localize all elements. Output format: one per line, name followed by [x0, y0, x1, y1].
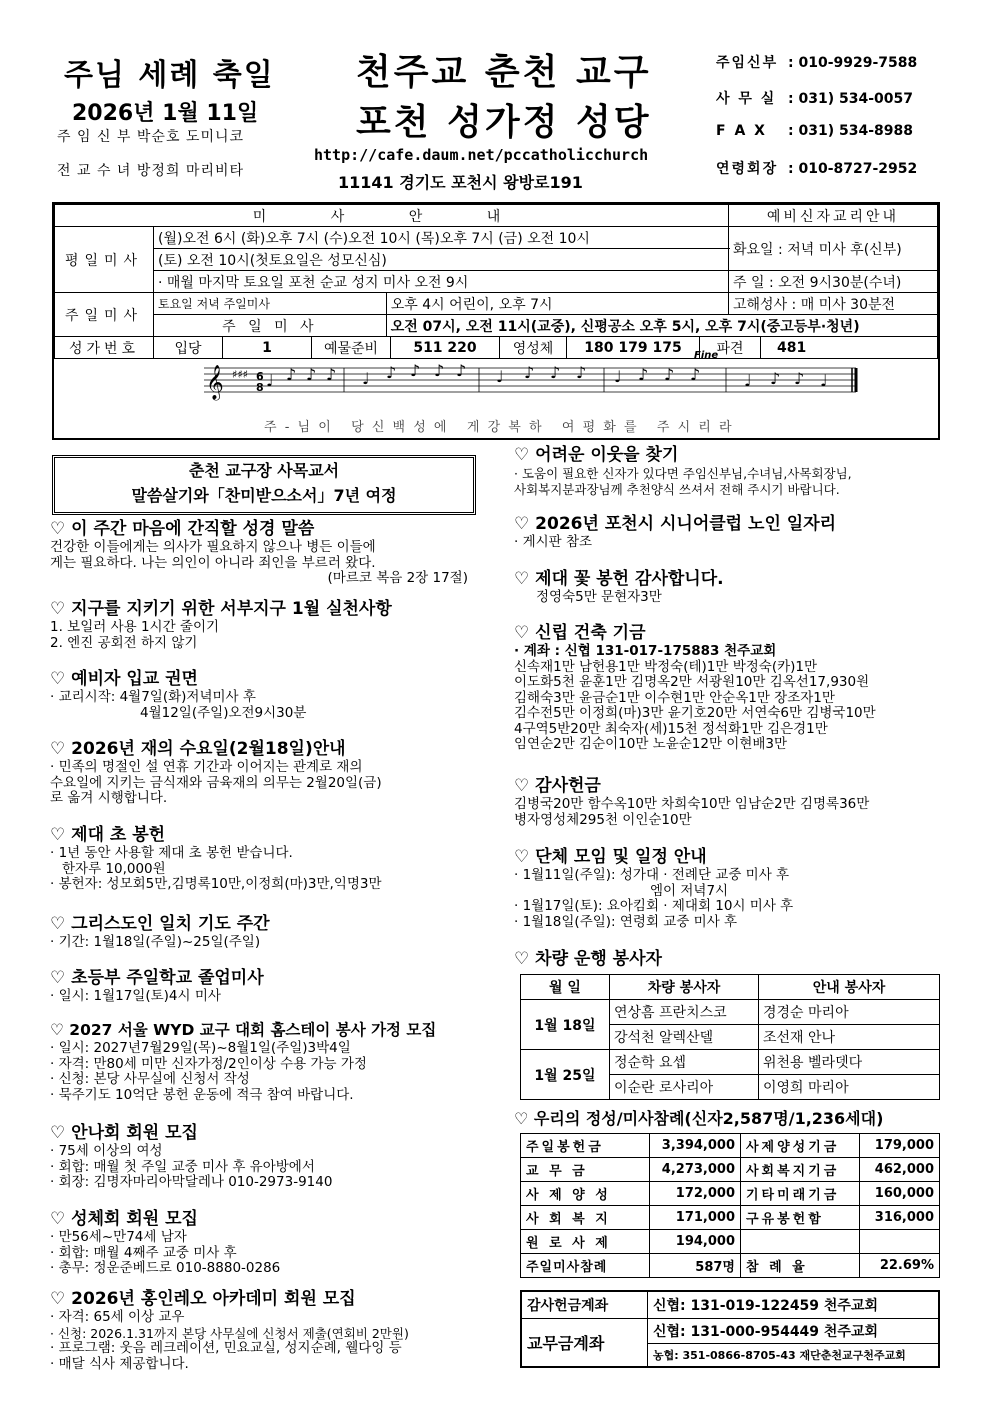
svg-text:8: 8 — [256, 381, 264, 394]
catechumen-tuesday: 화요일 : 저녁 미사 후(신부) — [729, 227, 938, 271]
catechumen-title: 예비신자교리안내 — [729, 205, 938, 227]
section-schedule: ♡ 단체 모임 및 일정 안내 · 1월11일(주일): 성가대 · 전례단 교중 미사 후 엠이 저녁7시 · 1월17일(토): 요아킴회 · 제대회 10시 미사 후 · 1월18일(주일): 연령회 교중 미사 후 — [514, 847, 794, 930]
hymn-row: 입당 1 예물준비 511 220 영성체 180 179 175 파견 481 — [154, 337, 937, 358]
bulletin-date: 2026년 1월 11일 — [72, 101, 259, 126]
section-graduation: ♡ 초등부 주일학교 졸업미사 · 일시: 1월17일(토)4시 미사 — [50, 968, 264, 1004]
sunday-sub-label: 주 일 미 사 — [154, 315, 387, 337]
svg-text:♯♯♯: ♯♯♯ — [232, 368, 248, 381]
account-table: 감사헌금계좌 신협: 131-019-122459 천주교회 교무금계좌 신협: 131-000-954449 천주교회 농협: 351-0866-8705-43 재단춘천교구천주교회 — [520, 1290, 940, 1368]
svg-text:♪: ♪ — [386, 363, 397, 382]
section-anna: ♡ 안나회 회원 모집 · 75세 이상의 여성 · 회합: 매월 첫 주일 교중 미사 후 유아방에서 · 회장: 김명자마리아막달레나 010-2973-9140 — [50, 1123, 333, 1190]
section-ash-wednesday: ♡ 2026년 재의 수요일(2월18일)안내 · 민족의 명절인 설 연휴 기간과 이어지는 관계로 재의 수요일에 지키는 금식재와 금육재의 의무는 2월20일(금) 로 옮겨 시행합니다. — [50, 739, 382, 806]
svg-text:♪: ♪ — [664, 365, 675, 384]
section-scripture: ♡ 이 주간 마음에 간직할 성경 말씀 건강한 이들에게는 의사가 필요하지 않으나 병든 이들에 게는 필요하다. 나는 의인이 아니라 죄인을 부르러 왔다. (마르코 복음 2장 17절) — [50, 519, 468, 586]
svg-text:♪: ♪ — [550, 363, 561, 382]
svg-text:♪: ♪ — [410, 361, 421, 380]
sat-eve-label: 토요일 저녁 주일미사 — [154, 293, 387, 315]
section-building-fund: ♡ 신립 건축 기금 · 계좌 : 신협 131-017-175883 천주교회 신속재1만 남헌용1만 박정숙(테)1만 박정숙(카)1만 이도화5천 윤훈1만 김명옥2만 서광원10만 김옥선17,930원 김해숙3만 윤금순1만 이수현1만 안순옥1만 장조자1만 김수전5만 이정희(마)3만 윤기호20만 서연숙6만 김병국10만 4구역5반20만 최숙자(세)15천 정석화1만 김은경1만 임연순2만 김순이10만 노윤순12만 이현배3만 — [514, 623, 876, 752]
catechumen-sunday: 주 일 : 오전 9시30분(수녀) — [729, 271, 938, 293]
svg-text:♪: ♪ — [434, 361, 445, 380]
section-eucharist: ♡ 성체회 회원 모집 · 만56세~만74세 남자 · 회합: 매월 4째주 교중 미사 후 · 총무: 정운준베드로 010-8880-0286 — [50, 1209, 281, 1276]
cafe-url[interactable]: http://cafe.daum.net/pccatholicchurch — [314, 146, 649, 164]
section-offering: ♡ 우리의 정성/미사참례(신자2,587명/1,236세대) — [514, 1109, 884, 1128]
svg-text:♪: ♪ — [456, 361, 467, 380]
mass-title: 미 사 안 내 — [55, 205, 729, 227]
contact-fax: F A X : 031) 534-8988 — [716, 123, 913, 139]
section-drivers: ♡ 차량 운행 봉사자 — [514, 949, 662, 969]
contact-pastor: 주임신부 : 010-9929-7588 — [716, 55, 918, 71]
section-senior-jobs: ♡ 2026년 포천시 시니어클럽 노인 일자리 · 게시판 참조 — [514, 514, 837, 550]
svg-text:♪: ♪ — [638, 365, 649, 384]
svg-text:♩: ♩ — [614, 367, 622, 386]
sat-eve-value: 오후 4시 어린이, 오후 7시 — [386, 293, 728, 315]
hymn-label: 성가번호 — [55, 337, 154, 359]
svg-text:♩: ♩ — [744, 371, 752, 390]
svg-text:♪: ♪ — [524, 363, 535, 382]
svg-text:♩: ♩ — [496, 367, 504, 386]
pastor-name: 주 임 신 부 박순호 도미니코 — [57, 129, 245, 145]
section-thanks-offering: ♡ 감사헌금 김병국20만 함수옥10만 차희숙10만 임남순2만 김명록36만 병자영성체295천 이인순10만 — [514, 776, 870, 828]
mass-schedule-box — [52, 202, 940, 440]
feast-title: 주님 세례 축일 — [64, 58, 275, 93]
svg-text:♪: ♪ — [306, 365, 317, 384]
svg-text:♪: ♪ — [770, 369, 781, 388]
weekday-mass-1: (월)오전 6시 (화)오후 7시 (수)오전 10시 (목)오후 7시 (금) 오전 10시 — [154, 227, 729, 249]
section-earth: ♡ 지구를 지키기 위한 서부지구 1월 실천사항 1. 보일러 사용 1시간 줄이기 2. 엔진 공회전 하지 않기 — [50, 599, 392, 651]
svg-text:6: 6 — [256, 370, 264, 383]
score-fine: Fine — [694, 350, 719, 361]
parish-address: 11141 경기도 포천시 왕방로191 — [338, 173, 583, 192]
svg-text:♪: ♪ — [286, 365, 297, 384]
svg-text:♩: ♩ — [820, 371, 828, 390]
pastoral-letter-banner: 춘천 교구장 사목교서 말씀살기와「찬미받으소서」7년 여정 — [52, 455, 476, 515]
svg-text:♩: ♩ — [266, 371, 274, 390]
confession-info: 고해성사 : 매 미사 30분전 — [729, 293, 938, 315]
section-candles: ♡ 제대 초 봉헌 · 1년 동안 사용할 제대 초 봉헌 받습니다. 한자루 10,000원 · 봉헌자: 성모회5만,김명록10만,이정희(마)3만,익명3만 — [50, 825, 382, 892]
section-neighbors: ♡ 어려운 이웃을 찾기 · 도움이 필요한 신자가 있다면 주임신부님,수녀님,사목회장님, 사회복지분과장님께 추천양식 쓰셔서 전해 주시기 바랍니다. — [514, 445, 852, 497]
hymn-lyrics: 주 - 님 이 당 신 백 성 에 게 강 복 하 여 평 화 를 주 시 리 라 — [264, 420, 734, 435]
svg-text:♪: ♪ — [326, 365, 337, 384]
section-unity-week: ♡ 그리스도인 일치 기도 주간 · 기간: 1월18일(주일)~25일(주일) — [50, 914, 270, 950]
section-catechumen: ♡ 예비자 입교 권면 · 교리시작: 4월7일(화)저녁미사 후 4월12일(주일)오전9시30분 — [50, 669, 307, 721]
offering-table: 주일봉헌금 3,394,000 사제양성기금 179,000 교 무 금 4,273,000 사회복지기금 462,000 사 제 양 성 172,000 기타미래기금 160,000 사 회 복 지 171,000 구유봉헌함 316,000 원 로 사 제 194,000 주일미사참례 587명 참 례 율 22.69% — [520, 1133, 940, 1278]
svg-text:♪: ♪ — [794, 369, 805, 388]
svg-text:♪: ♪ — [690, 365, 701, 384]
section-academy: ♡ 2026년 홍인레오 아카데미 회원 모집 · 자격: 65세 이상 교우 · 신청: 2026.1.31까지 본당 사무실에 신청서 제출(연회비 2만원) · 프로그램: 웃음 레크레이션, 민요교실, 성지순례, 웰다잉 등 · 매달 식사 제공합니다. — [50, 1289, 409, 1372]
sunday-label: 주일미사 — [55, 293, 154, 337]
hymn-score — [204, 356, 864, 406]
sister-name: 전 교 수 녀 방정희 마리비타 — [57, 163, 245, 179]
svg-text:𝄞: 𝄞 — [206, 365, 224, 400]
contact-office: 사 무 실 : 031) 534-0057 — [716, 91, 913, 107]
svg-text:♪: ♪ — [576, 363, 587, 382]
weekday-mass-2: (토) 오전 10시(첫토요일은 성모신심) — [154, 249, 729, 271]
weekday-mass-3: · 매월 마지막 토요일 포천 순교 성지 미사 오전 9시 — [154, 271, 729, 293]
diocese-title: 천주교 춘천 교구 — [356, 52, 652, 93]
contact-funeral: 연령회장 : 010-8727-2952 — [716, 161, 918, 177]
sunday-mass-times: 오전 07시, 오전 11시(교중), 신평공소 오후 5시, 오후 7시(중고등부·청년) — [386, 315, 937, 337]
svg-text:♩: ♩ — [362, 369, 370, 388]
volunteer-table: 월 일 차량 봉사자 안내 봉사자 1월 18일 연상흠 프란치스코 경경순 마리아 강석천 알렉산델 조선재 안나 1월 25일 정순학 요셉 위천용 벨라뎃다 이순란 로사리아 이영희 마리아 — [520, 974, 940, 1100]
section-wyd: ♡ 2027 서울 WYD 교구 대회 홈스테이 봉사 가정 모집 · 일시: 2027년7월29일(목)~8월1일(주일)3박4일 · 자격: 만80세 미만 신자가정/2인이상 수용 가능 가정 · 신청: 본당 사무실에 신청서 작성 · 묵주기도 10억단 봉헌 운동에 적극 참여 바랍니다. — [50, 1021, 437, 1103]
section-altar-flowers: ♡ 제대 꽃 봉헌 감사합니다. 정영숙5만 문현자3만 — [514, 569, 724, 605]
weekday-label: 평일미사 — [55, 227, 154, 293]
parish-title: 포천 성가정 성당 — [356, 102, 652, 143]
